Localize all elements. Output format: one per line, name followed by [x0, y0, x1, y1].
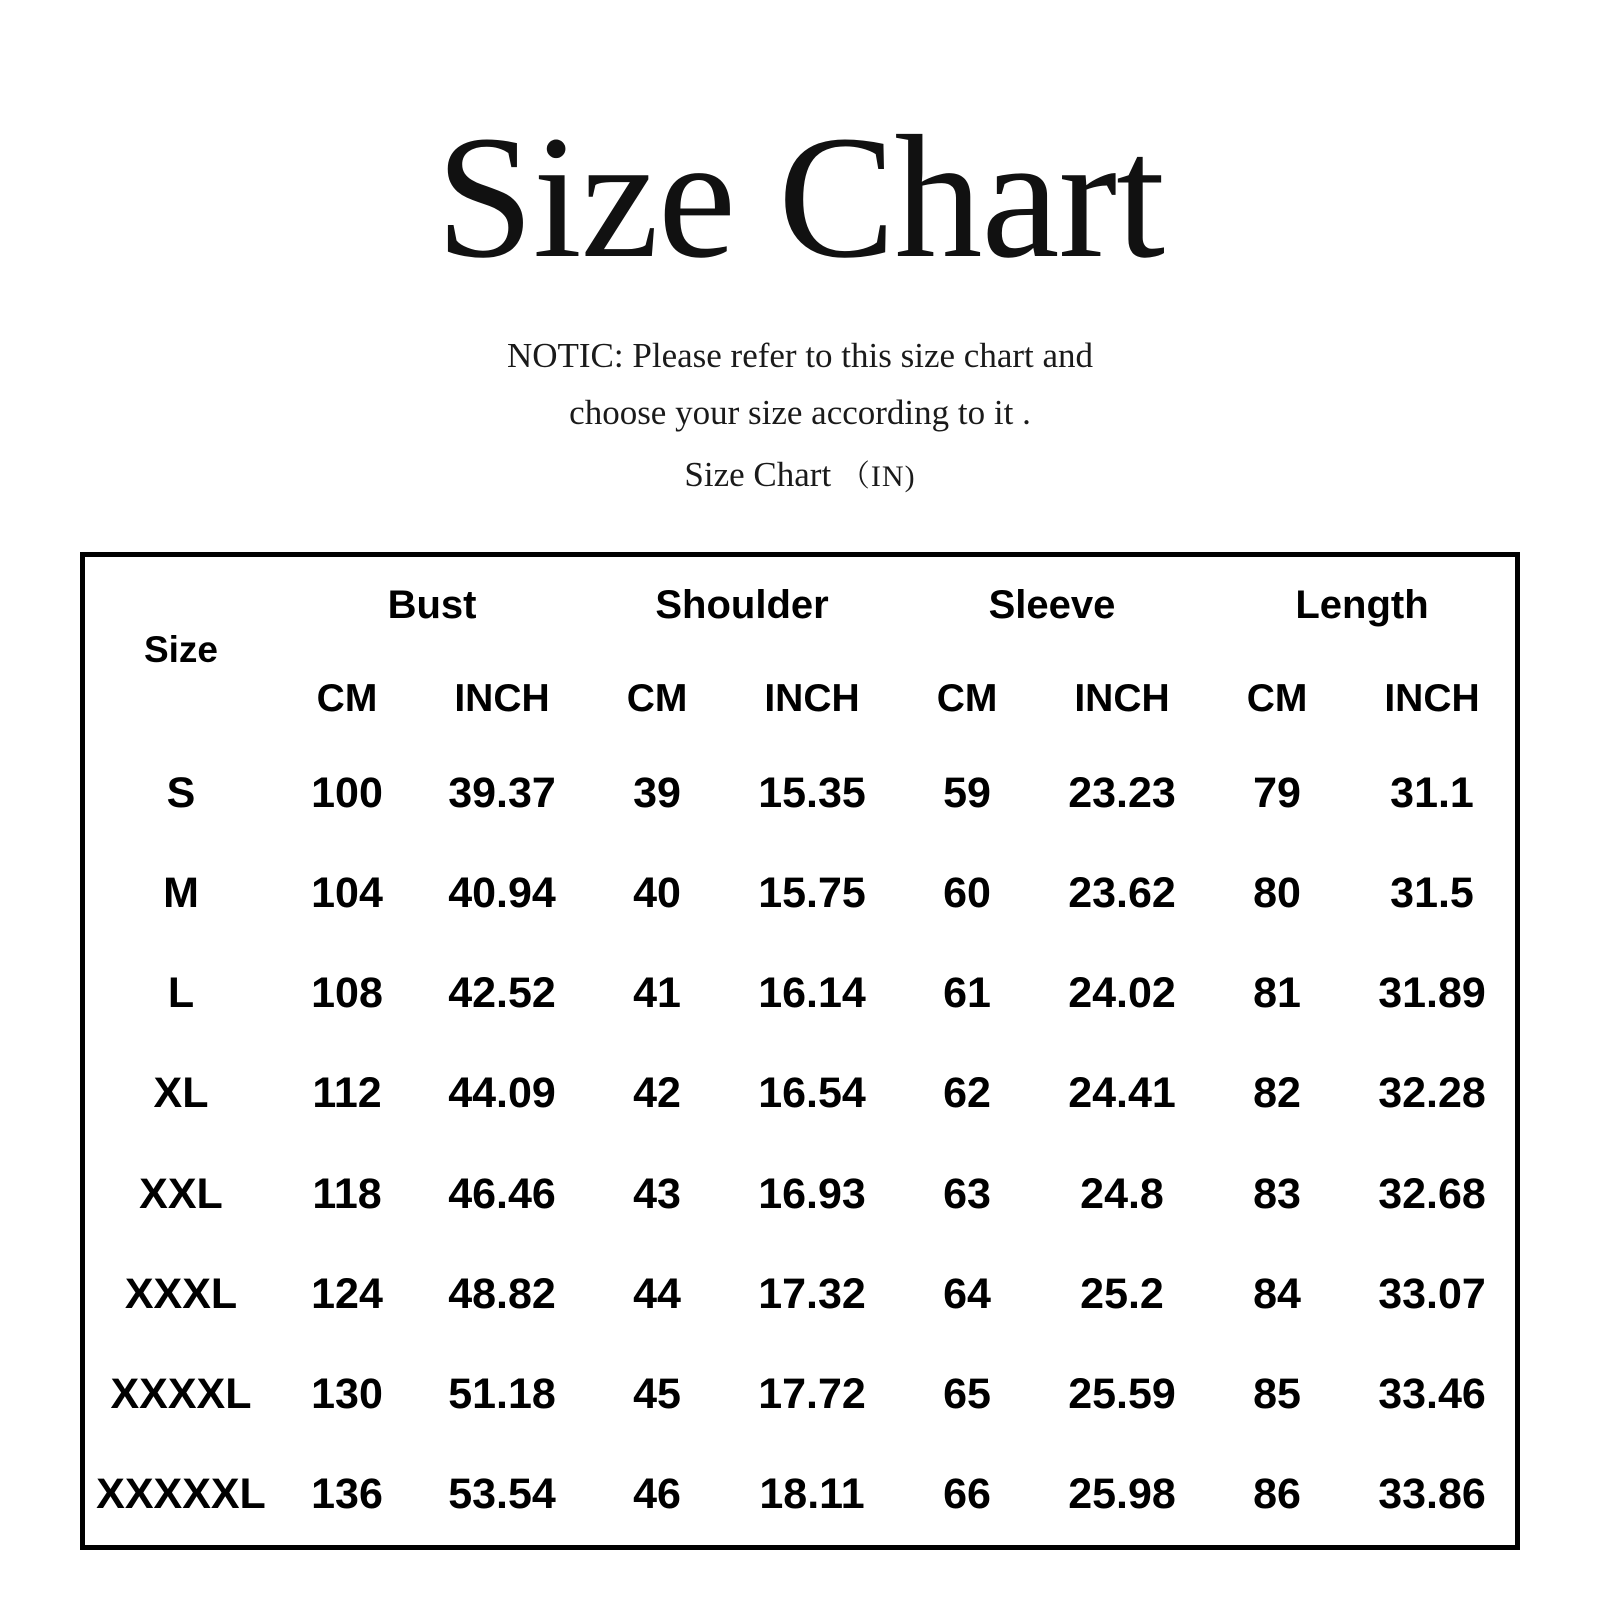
cell-sleeve-inch: 25.98 [1068, 1470, 1176, 1519]
cell-sleeve-cm: 64 [943, 1269, 991, 1318]
cell-bust-inch: 48.82 [448, 1269, 556, 1318]
cell-shoulder-inch: 17.72 [758, 1370, 866, 1419]
cell-shoulder-cm: 45 [633, 1370, 681, 1419]
cell-bust-inch: 46.46 [448, 1169, 556, 1218]
header-length-inch: INCH [1384, 676, 1480, 720]
cell-sleeve-inch: 25.2 [1080, 1269, 1164, 1318]
table-row [85, 1344, 1517, 1444]
cell-shoulder-cm: 40 [633, 869, 681, 918]
cell-bust-inch: 51.18 [448, 1370, 556, 1419]
cell-length-inch: 31.1 [1390, 768, 1474, 817]
table-row [85, 743, 1517, 843]
cell-shoulder-cm: 43 [633, 1169, 681, 1218]
cell-sleeve-cm: 59 [943, 768, 991, 817]
cell-bust-cm: 130 [311, 1370, 383, 1419]
table-row [85, 1144, 1517, 1244]
cell-sleeve-cm: 62 [943, 1069, 991, 1118]
notice-block [0, 328, 1600, 504]
cell-length-inch: 31.89 [1378, 969, 1486, 1018]
cell-shoulder-cm: 44 [633, 1269, 681, 1318]
cell-shoulder-inch: 16.14 [758, 969, 866, 1018]
cell-size: L [167, 969, 195, 1018]
cell-shoulder-cm: 39 [633, 768, 681, 817]
cell-length-inch: 32.28 [1378, 1069, 1486, 1118]
cell-length-inch: 31.5 [1390, 869, 1474, 918]
cell-length-inch: 33.46 [1378, 1370, 1486, 1419]
table-row [85, 1044, 1517, 1144]
header-size: Size [143, 629, 219, 671]
header-shoulder-inch: INCH [764, 676, 860, 720]
cell-sleeve-cm: 63 [943, 1169, 991, 1218]
cell-bust-cm: 104 [311, 869, 383, 918]
cell-shoulder-inch: 15.35 [758, 768, 866, 817]
cell-shoulder-inch: 16.93 [758, 1169, 866, 1218]
notice-line-2: choose your size according to it . [569, 392, 1031, 432]
cell-shoulder-inch: 17.32 [758, 1269, 866, 1318]
cell-shoulder-inch: 15.75 [758, 869, 866, 918]
notice-line-3-unit: （IN) [839, 460, 916, 494]
cell-sleeve-cm: 65 [943, 1370, 991, 1419]
notice-line-1: NOTIC: Please refer to this size chart and [506, 336, 1094, 375]
cell-bust-inch: 53.54 [448, 1470, 556, 1519]
cell-shoulder-inch: 16.54 [758, 1069, 866, 1118]
table-group-header-row [85, 557, 1517, 654]
cell-length-cm: 86 [1253, 1470, 1301, 1519]
header-shoulder: Shoulder [655, 583, 829, 628]
notice-line-3 [0, 447, 1600, 504]
cell-sleeve-inch: 24.41 [1068, 1069, 1176, 1118]
cell-sleeve-inch: 23.62 [1068, 869, 1176, 918]
cell-size: XXL [139, 1169, 223, 1218]
cell-size: XXXXL [110, 1370, 252, 1419]
header-length-cm: CM [1246, 676, 1308, 720]
cell-bust-inch: 39.37 [448, 768, 556, 817]
cell-size: XL [153, 1069, 209, 1118]
page-title: Size Chart [435, 100, 1165, 295]
size-table-container [80, 552, 1520, 1550]
cell-bust-cm: 108 [311, 969, 383, 1018]
cell-sleeve-cm: 60 [943, 869, 991, 918]
cell-bust-cm: 124 [311, 1269, 383, 1318]
cell-sleeve-inch: 23.23 [1068, 768, 1176, 817]
cell-shoulder-cm: 46 [633, 1470, 681, 1519]
cell-sleeve-cm: 61 [943, 969, 991, 1018]
cell-length-cm: 84 [1253, 1269, 1301, 1318]
header-bust: Bust [387, 583, 477, 628]
header-sleeve: Sleeve [988, 583, 1116, 628]
cell-sleeve-inch: 24.02 [1068, 969, 1176, 1018]
cell-length-cm: 79 [1253, 768, 1301, 817]
cell-length-cm: 81 [1253, 969, 1301, 1018]
header-shoulder-cm: CM [626, 676, 688, 720]
notice-line-3-label: Size Chart [684, 455, 832, 495]
cell-length-inch: 32.68 [1378, 1169, 1486, 1218]
cell-length-inch: 33.07 [1378, 1269, 1486, 1318]
table-row [85, 944, 1517, 1044]
cell-length-cm: 80 [1253, 869, 1301, 918]
header-length: Length [1295, 583, 1429, 628]
cell-bust-inch: 44.09 [448, 1069, 556, 1118]
header-sleeve-inch: INCH [1074, 676, 1170, 720]
table-unit-header-row [85, 654, 1517, 743]
size-table [85, 557, 1517, 1545]
cell-sleeve-inch: 24.8 [1080, 1169, 1164, 1218]
cell-length-cm: 82 [1253, 1069, 1301, 1118]
cell-bust-cm: 112 [312, 1069, 382, 1118]
cell-size: M [163, 869, 199, 918]
header-sleeve-cm: CM [936, 676, 998, 720]
cell-length-cm: 83 [1253, 1169, 1301, 1218]
table-row [85, 1445, 1517, 1545]
cell-shoulder-cm: 42 [633, 1069, 681, 1118]
cell-bust-cm: 118 [312, 1169, 382, 1218]
cell-shoulder-inch: 18.11 [759, 1470, 865, 1519]
cell-size: XXXXXL [96, 1470, 266, 1519]
cell-size: XXXL [124, 1269, 238, 1318]
table-row [85, 1244, 1517, 1344]
cell-sleeve-inch: 25.59 [1068, 1370, 1176, 1419]
cell-bust-cm: 136 [311, 1470, 383, 1519]
cell-size: S [166, 768, 196, 817]
cell-bust-cm: 100 [311, 768, 383, 817]
cell-length-inch: 33.86 [1378, 1470, 1486, 1519]
header-bust-cm: CM [316, 676, 378, 720]
cell-bust-inch: 42.52 [448, 969, 556, 1018]
table-row [85, 843, 1517, 943]
cell-bust-inch: 40.94 [448, 869, 556, 918]
header-bust-inch: INCH [454, 676, 550, 720]
cell-sleeve-cm: 66 [943, 1470, 991, 1519]
cell-shoulder-cm: 41 [633, 969, 681, 1018]
cell-length-cm: 85 [1253, 1370, 1301, 1419]
